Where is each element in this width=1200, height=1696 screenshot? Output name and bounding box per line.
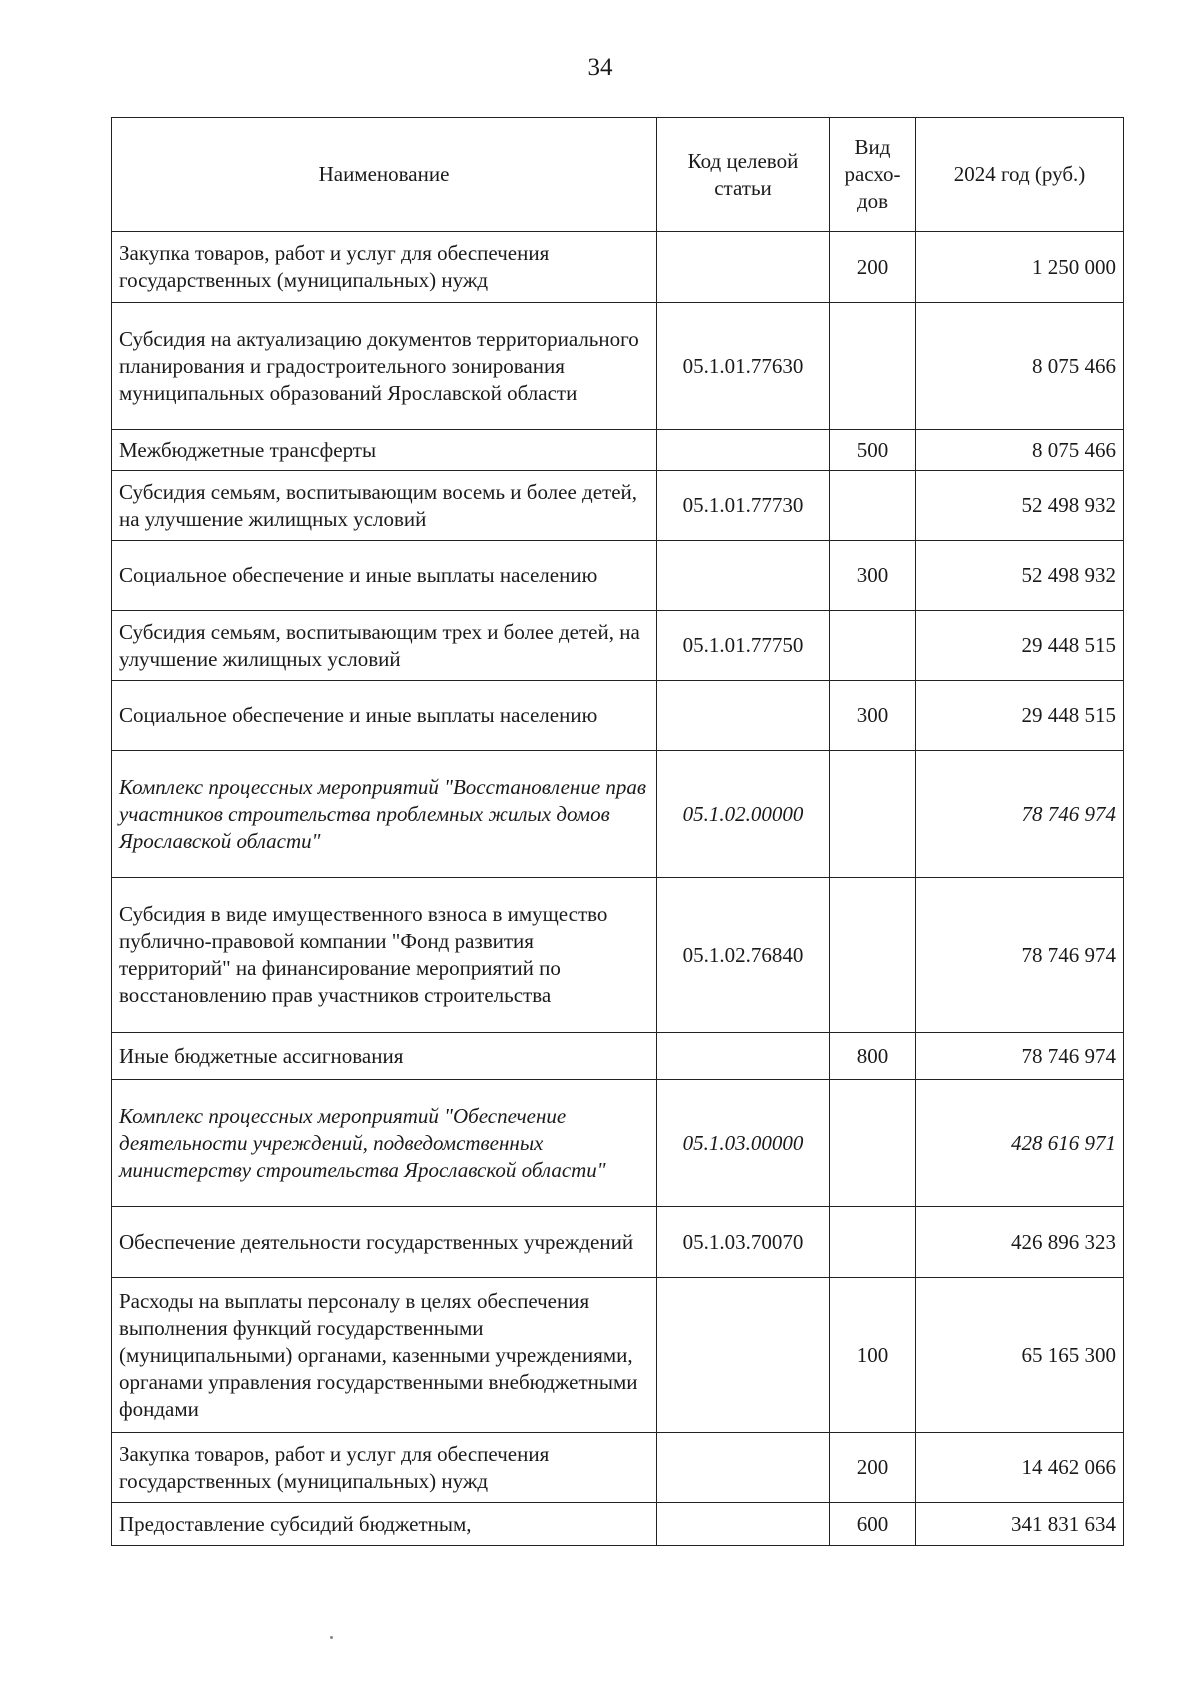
table-row bbox=[112, 1207, 1124, 1278]
header-kind: Вид расхо-дов bbox=[830, 118, 916, 232]
row-kind-cell bbox=[830, 1080, 916, 1207]
row-sum-cell: 29 448 515 bbox=[916, 681, 1124, 751]
table-row bbox=[112, 430, 1124, 471]
row-name-cell: Социальное обеспечение и иные выплаты населению bbox=[112, 681, 657, 751]
table-header-row bbox=[112, 118, 1124, 232]
header-sum: 2024 год (руб.) bbox=[916, 118, 1124, 232]
row-kind-cell bbox=[830, 751, 916, 878]
budget-table bbox=[111, 117, 1124, 1546]
page-number: 34 bbox=[587, 54, 613, 81]
table-row bbox=[112, 751, 1124, 878]
row-code-cell: 05.1.02.00000 bbox=[657, 751, 830, 878]
row-name-cell: Межбюджетные трансферты bbox=[112, 430, 657, 471]
row-kind-cell: 800 bbox=[830, 1033, 916, 1080]
row-sum-cell: 52 498 932 bbox=[916, 541, 1124, 611]
row-sum-cell: 52 498 932 bbox=[916, 471, 1124, 541]
table-row bbox=[112, 303, 1124, 430]
row-name-cell: Закупка товаров, работ и услуг для обеспечения государственных (муниципальных) нужд bbox=[112, 1433, 657, 1503]
header-name: Наименование bbox=[112, 118, 657, 232]
row-sum-cell: 29 448 515 bbox=[916, 611, 1124, 681]
row-code-cell: 05.1.02.76840 bbox=[657, 878, 830, 1033]
row-sum-cell: 78 746 974 bbox=[916, 878, 1124, 1033]
row-sum-cell: 341 831 634 bbox=[916, 1503, 1124, 1546]
row-sum-cell: 8 075 466 bbox=[916, 430, 1124, 471]
table-row bbox=[112, 878, 1124, 1033]
row-name-cell: Субсидия на актуализацию документов территориального планирования и градостроительного зонирования муниципальных образований Ярославской области bbox=[112, 303, 657, 430]
row-name-cell: Предоставление субсидий бюджетным, bbox=[112, 1503, 657, 1546]
row-name-cell: Расходы на выплаты персоналу в целях обеспечения выполнения функций государственными (муниципальными) органами, казенными учреждениями, органами управления государственными внебюджетными фондами bbox=[112, 1278, 657, 1433]
row-kind-cell: 300 bbox=[830, 541, 916, 611]
row-kind-cell: 600 bbox=[830, 1503, 916, 1546]
row-code-cell bbox=[657, 1278, 830, 1433]
row-code-cell bbox=[657, 232, 830, 303]
row-code-cell bbox=[657, 681, 830, 751]
row-sum-cell: 1 250 000 bbox=[916, 232, 1124, 303]
row-name-cell: Комплекс процессных мероприятий "Восстановление прав участников строительства проблемных жилых домов Ярославской области" bbox=[112, 751, 657, 878]
row-code-cell bbox=[657, 1433, 830, 1503]
row-kind-cell bbox=[830, 471, 916, 541]
row-code-cell: 05.1.01.77750 bbox=[657, 611, 830, 681]
row-kind-cell: 200 bbox=[830, 232, 916, 303]
row-sum-cell: 426 896 323 bbox=[916, 1207, 1124, 1278]
row-kind-cell bbox=[830, 1207, 916, 1278]
row-code-cell bbox=[657, 1033, 830, 1080]
row-name-cell: Обеспечение деятельности государственных учреждений bbox=[112, 1207, 657, 1278]
row-sum-cell: 8 075 466 bbox=[916, 303, 1124, 430]
row-kind-cell: 200 bbox=[830, 1433, 916, 1503]
row-name-cell: Комплекс процессных мероприятий "Обеспечение деятельности учреждений, подведомственных министерству строительства Ярославской области" bbox=[112, 1080, 657, 1207]
row-code-cell: 05.1.03.70070 bbox=[657, 1207, 830, 1278]
table-row bbox=[112, 611, 1124, 681]
row-kind-cell: 500 bbox=[830, 430, 916, 471]
row-code-cell bbox=[657, 541, 830, 611]
row-sum-cell: 65 165 300 bbox=[916, 1278, 1124, 1433]
table-row bbox=[112, 471, 1124, 541]
row-code-cell: 05.1.01.77730 bbox=[657, 471, 830, 541]
row-name-cell: Субсидия семьям, воспитывающим трех и более детей, на улучшение жилищных условий bbox=[112, 611, 657, 681]
row-sum-cell: 14 462 066 bbox=[916, 1433, 1124, 1503]
row-sum-cell: 78 746 974 bbox=[916, 1033, 1124, 1080]
row-name-cell: Закупка товаров, работ и услуг для обеспечения государственных (муниципальных) нужд bbox=[112, 232, 657, 303]
table-row bbox=[112, 1433, 1124, 1503]
row-code-cell: 05.1.01.77630 bbox=[657, 303, 830, 430]
row-name-cell: Социальное обеспечение и иные выплаты населению bbox=[112, 541, 657, 611]
row-code-cell bbox=[657, 430, 830, 471]
row-kind-cell bbox=[830, 611, 916, 681]
row-code-cell: 05.1.03.00000 bbox=[657, 1080, 830, 1207]
table-row bbox=[112, 1503, 1124, 1546]
row-name-cell: Иные бюджетные ассигнования bbox=[112, 1033, 657, 1080]
row-sum-cell: 78 746 974 bbox=[916, 751, 1124, 878]
scan-speck bbox=[330, 1636, 333, 1639]
table-row bbox=[112, 1033, 1124, 1080]
table-row bbox=[112, 541, 1124, 611]
table-row bbox=[112, 232, 1124, 303]
header-code: Код целевой статьи bbox=[657, 118, 830, 232]
row-kind-cell: 300 bbox=[830, 681, 916, 751]
row-name-cell: Субсидия в виде имущественного взноса в имущество публично-правовой компании "Фонд развития территорий" на финансирование мероприятий по восстановлению прав участников строительства bbox=[112, 878, 657, 1033]
row-kind-cell bbox=[830, 303, 916, 430]
row-name-cell: Субсидия семьям, воспитывающим восемь и более детей, на улучшение жилищных условий bbox=[112, 471, 657, 541]
row-sum-cell: 428 616 971 bbox=[916, 1080, 1124, 1207]
table-row bbox=[112, 1080, 1124, 1207]
table-row bbox=[112, 1278, 1124, 1433]
row-kind-cell bbox=[830, 878, 916, 1033]
row-code-cell bbox=[657, 1503, 830, 1546]
row-kind-cell: 100 bbox=[830, 1278, 916, 1433]
table-row bbox=[112, 681, 1124, 751]
